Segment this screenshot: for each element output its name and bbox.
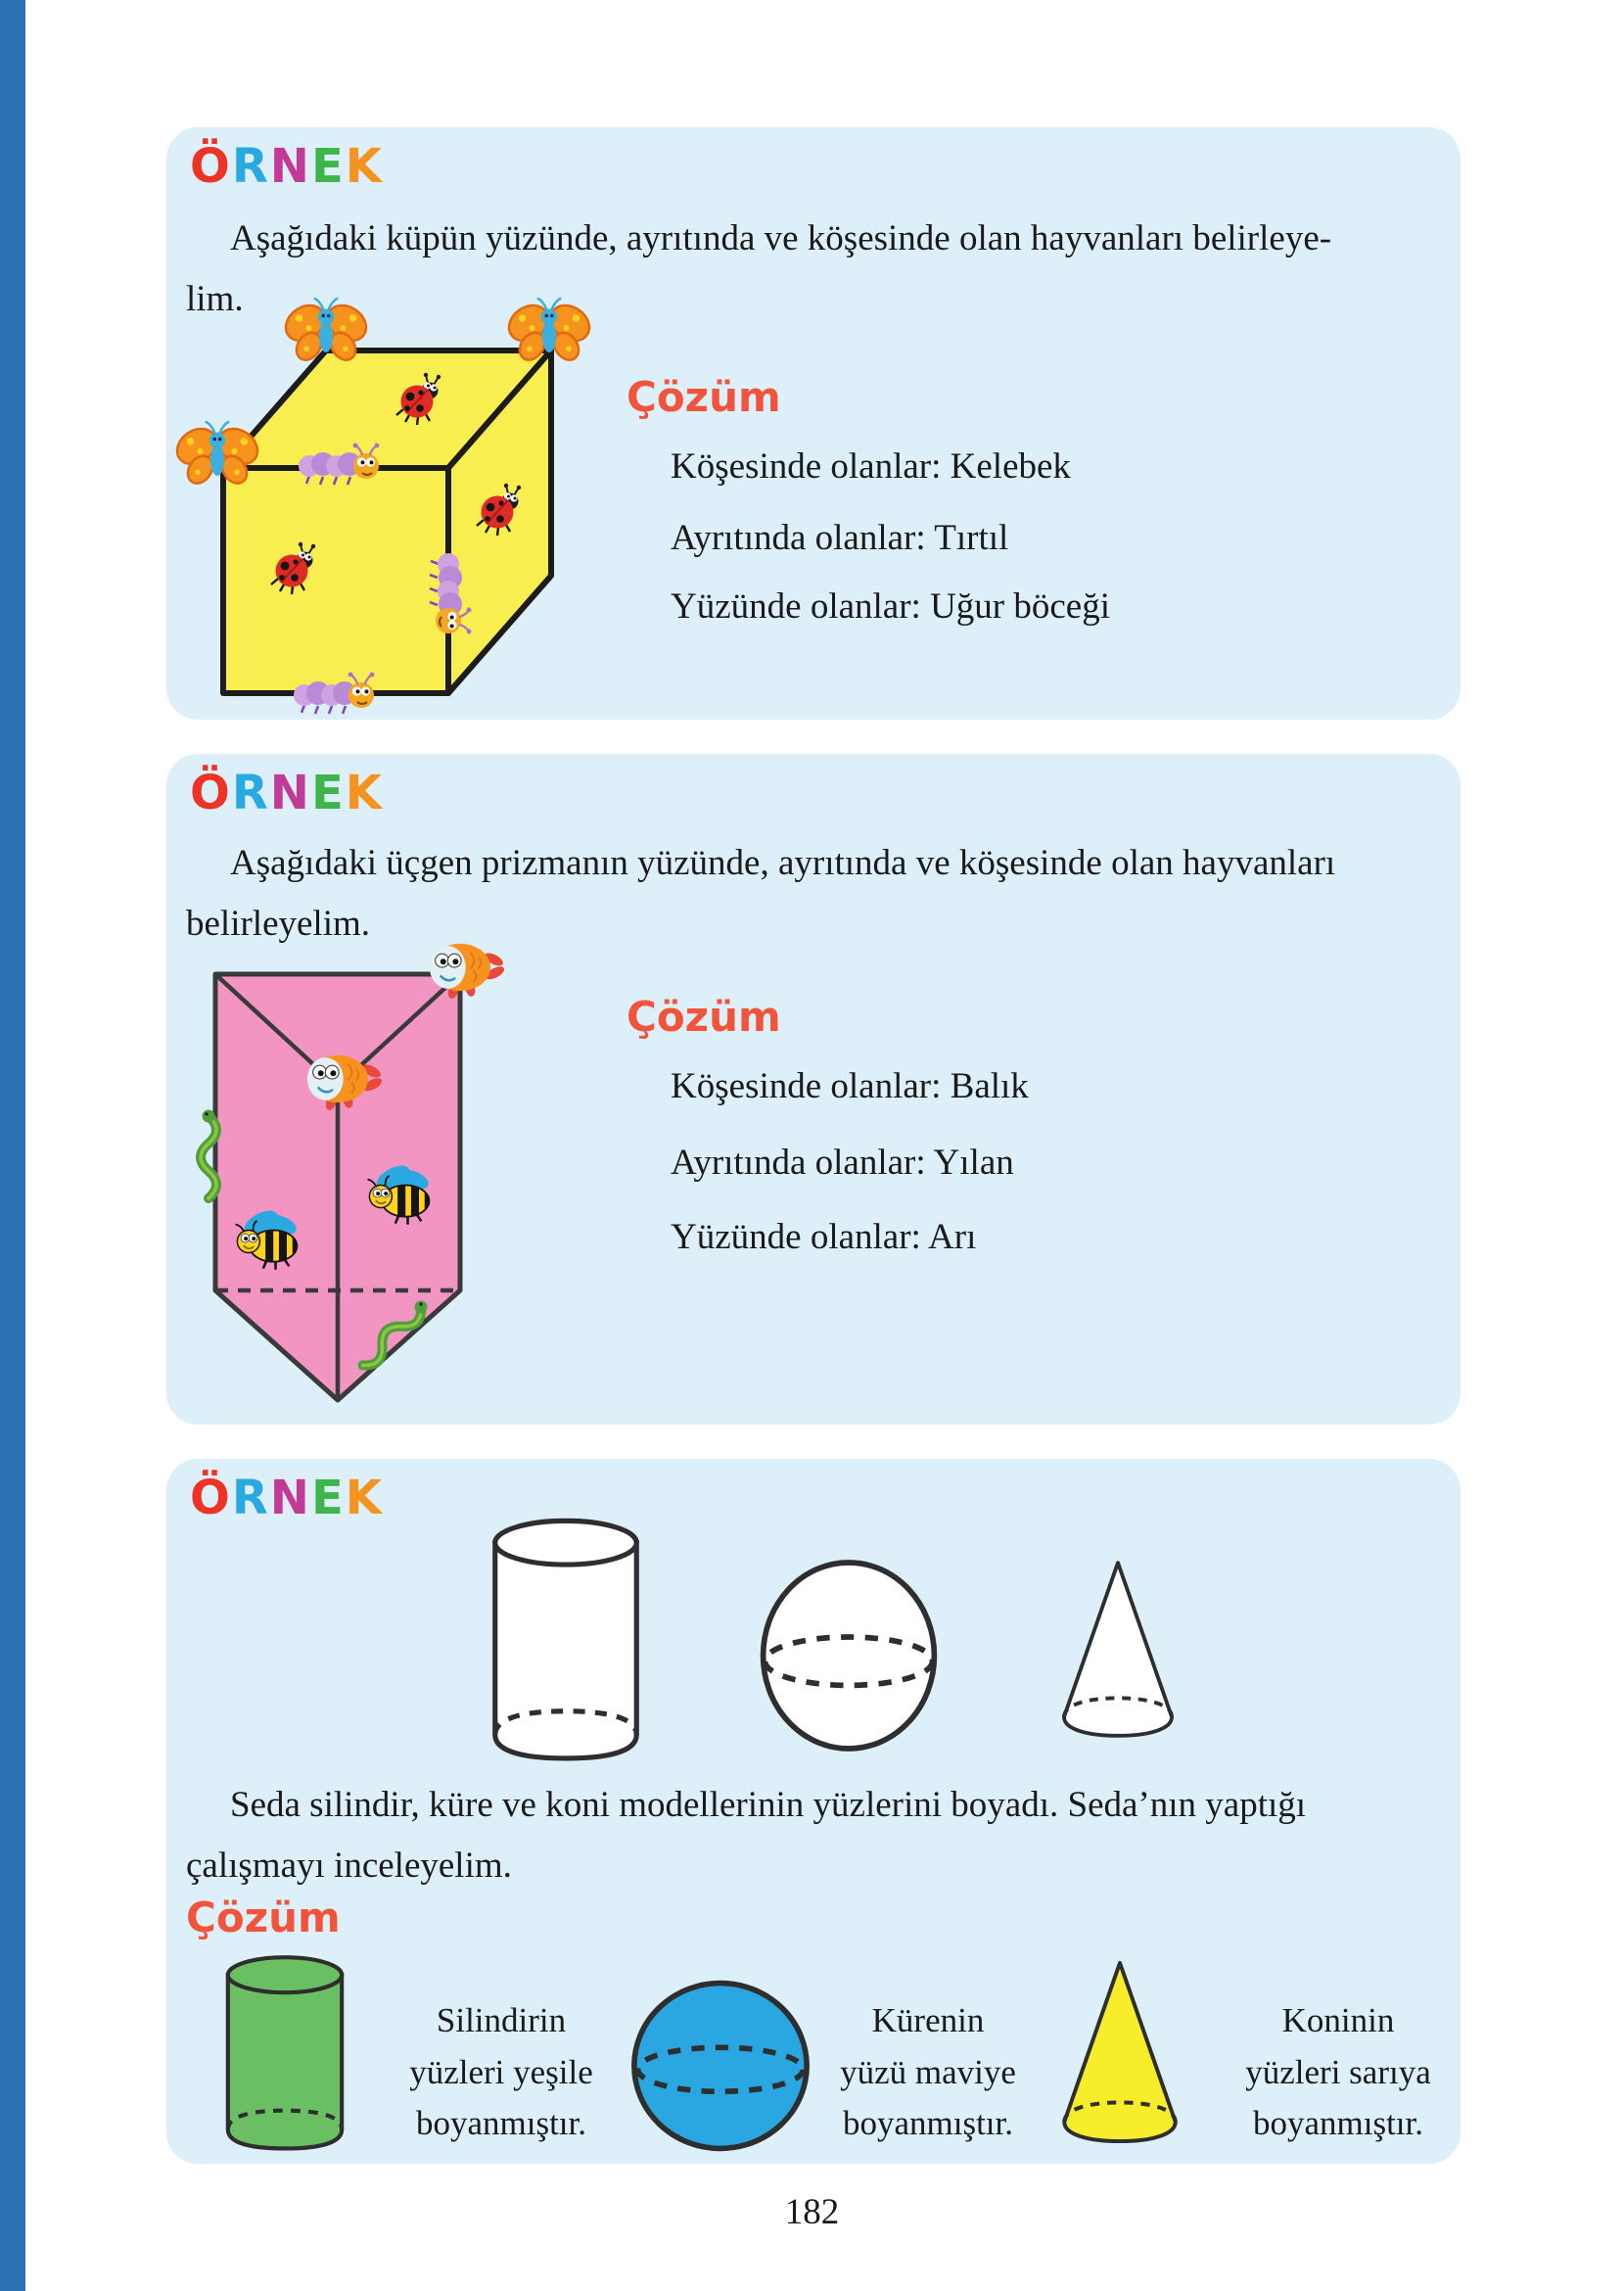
cube-front-face (223, 468, 448, 693)
problem-text-line2: çalışmayı inceleyelim. (186, 1846, 512, 1886)
solution-heading: Çözüm (626, 993, 781, 1041)
solution-line: Ayrıtında olanlar: Tırtıl (671, 518, 1009, 558)
example-heading (190, 766, 384, 820)
problem-text-line1: Aşağıdaki küpün yüzünde, ayrıtında ve köşesinde olan hayvanları belirleye- (230, 218, 1332, 258)
heading-letter: Ö (190, 1471, 232, 1525)
heading-letter: E (310, 1471, 346, 1525)
example-panel-painted-models (166, 1459, 1461, 2164)
heading-letter: N (269, 1471, 311, 1525)
heading-letter: R (231, 1471, 270, 1525)
heading-letter: E (310, 766, 346, 820)
heading-letter: Ö (190, 766, 232, 820)
solution-line: Yüzünde olanlar: Arı (671, 1217, 977, 1257)
sphere-caption: Kürenin yüzü maviye boyanmıştır. (840, 2001, 1016, 2142)
problem-text-line1: Aşağıdaki üçgen prizmanın yüzünde, ayrıtında ve köşesinde olan hayvanları (230, 843, 1336, 883)
sphere-model-figure (756, 1557, 942, 1759)
problem-text-line2: belirleyelim. (186, 904, 371, 944)
solution-line: Yüzünde olanlar: Uğur böceği (671, 586, 1110, 627)
prism-figure (201, 959, 485, 1420)
solution-line: Köşesinde olanlar: Balık (671, 1066, 1029, 1106)
solution-heading: Çözüm (186, 1894, 341, 1941)
cylinder-caption: Silindirin yüzleri yeşile boyanmıştır. (409, 2001, 593, 2142)
solution-heading: Çözüm (626, 373, 781, 421)
page-edge-band (0, 0, 25, 2291)
problem-text-line2: lim. (186, 279, 244, 319)
problem-text-line1: Seda silindir, küre ve koni modellerinin yüzlerini boyadı. Seda’nın yaptığı (230, 1785, 1307, 1825)
example-heading (190, 1471, 384, 1525)
cone-model-figure (1055, 1549, 1181, 1754)
solution-line: Ayrıtında olanlar: Yılan (671, 1143, 1014, 1183)
green-cylinder-figure (208, 1953, 362, 2159)
heading-letter: K (345, 139, 384, 194)
heading-letter: E (310, 139, 346, 194)
heading-letter: N (269, 766, 311, 820)
blue-sphere-figure (628, 1978, 812, 2159)
page-number: 182 (784, 2192, 840, 2232)
heading-letter: R (231, 766, 270, 820)
heading-letter: K (345, 1471, 384, 1525)
heading-letter: Ö (190, 139, 232, 194)
yellow-cone-figure (1055, 1950, 1184, 2159)
cylinder-model-figure (482, 1516, 650, 1770)
heading-letter: K (345, 766, 384, 820)
solution-line: Köşesinde olanlar: Kelebek (671, 446, 1071, 487)
cone-caption: Koninin yüzleri sarıya boyanmıştır. (1245, 2001, 1431, 2142)
example-heading (190, 139, 384, 194)
example-panel-prism (166, 754, 1461, 1425)
heading-letter: N (269, 139, 311, 194)
example-panel-cube (166, 127, 1461, 720)
cube-figure (194, 311, 585, 713)
heading-letter: R (231, 139, 270, 194)
